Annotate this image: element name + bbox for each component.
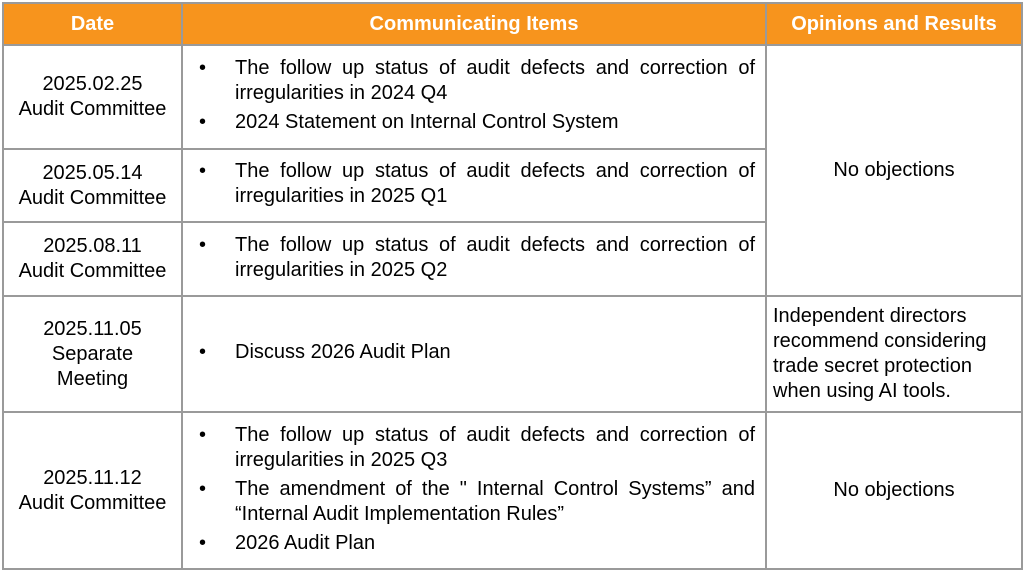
list-item: • 2024 Statement on Internal Control System: [199, 111, 619, 133]
result-cell: No objections: [766, 45, 1022, 296]
meeting-date: 2025.02.25: [42, 73, 143, 95]
header-opinions-results: Opinions and Results: [766, 3, 1022, 45]
meeting-type: Audit Committee: [18, 260, 167, 282]
result-cell: Independent directors recommend considering trade secret protection when using AI tools.: [766, 296, 1022, 412]
date-cell: [3, 296, 182, 412]
list-item: • The amendment of the " Internal Control Systems” and “Internal Audit Implementation Rules”: [199, 477, 755, 525]
result-cell: No objections: [766, 412, 1022, 569]
meeting-date: 2025.11.05: [43, 317, 142, 340]
meeting-type: Meeting: [56, 367, 129, 390]
date-cell: [3, 45, 182, 149]
list-item: • The follow up status of audit defects and correction of irregularities in 2025 Q1: [199, 160, 755, 207]
items-cell: [182, 412, 766, 569]
date-cell: [3, 149, 182, 222]
list-item: • 2026 Audit Plan: [199, 531, 376, 554]
meeting-type: Separate: [51, 342, 134, 365]
table-row: [3, 45, 1022, 149]
date-cell: [3, 222, 182, 296]
list-item: • The follow up status of audit defects and correction of irregularities in 2025 Q2: [199, 233, 755, 281]
bullet-icon: •: [199, 233, 207, 256]
bullet-icon: •: [199, 111, 207, 133]
items-cell: [182, 45, 766, 149]
meeting-date: 2025.11.12: [43, 466, 142, 489]
header-date: Date: [3, 3, 182, 45]
bullet-icon: •: [199, 341, 207, 363]
bullet-icon: •: [199, 531, 207, 554]
meeting-type: Audit Committee: [18, 491, 167, 514]
items-cell: [182, 222, 766, 296]
header-communicating-items: Communicating Items: [182, 3, 766, 45]
table-row: [3, 412, 1022, 569]
bullet-icon: •: [199, 477, 207, 500]
meeting-date: 2025.08.11: [43, 235, 142, 257]
bullet-icon: •: [199, 423, 207, 446]
meeting-type: Audit Committee: [18, 98, 167, 120]
list-item: • Discuss 2026 Audit Plan: [199, 341, 451, 363]
list-item: • The follow up status of audit defects and correction of irregularities in 2025 Q3: [199, 423, 755, 471]
meeting-type: Audit Committee: [18, 186, 167, 209]
date-cell: [3, 412, 182, 569]
items-cell: [182, 149, 766, 222]
bullet-icon: •: [199, 57, 207, 79]
meeting-date: 2025.05.14: [42, 161, 143, 184]
audit-communication-table: [2, 2, 1023, 570]
table-row: [3, 296, 1022, 412]
list-item: • The follow up status of audit defects and correction of irregularities in 2024 Q4: [199, 57, 755, 104]
header-row: [3, 3, 1022, 45]
bullet-icon: •: [199, 160, 207, 182]
items-cell: [182, 296, 766, 412]
